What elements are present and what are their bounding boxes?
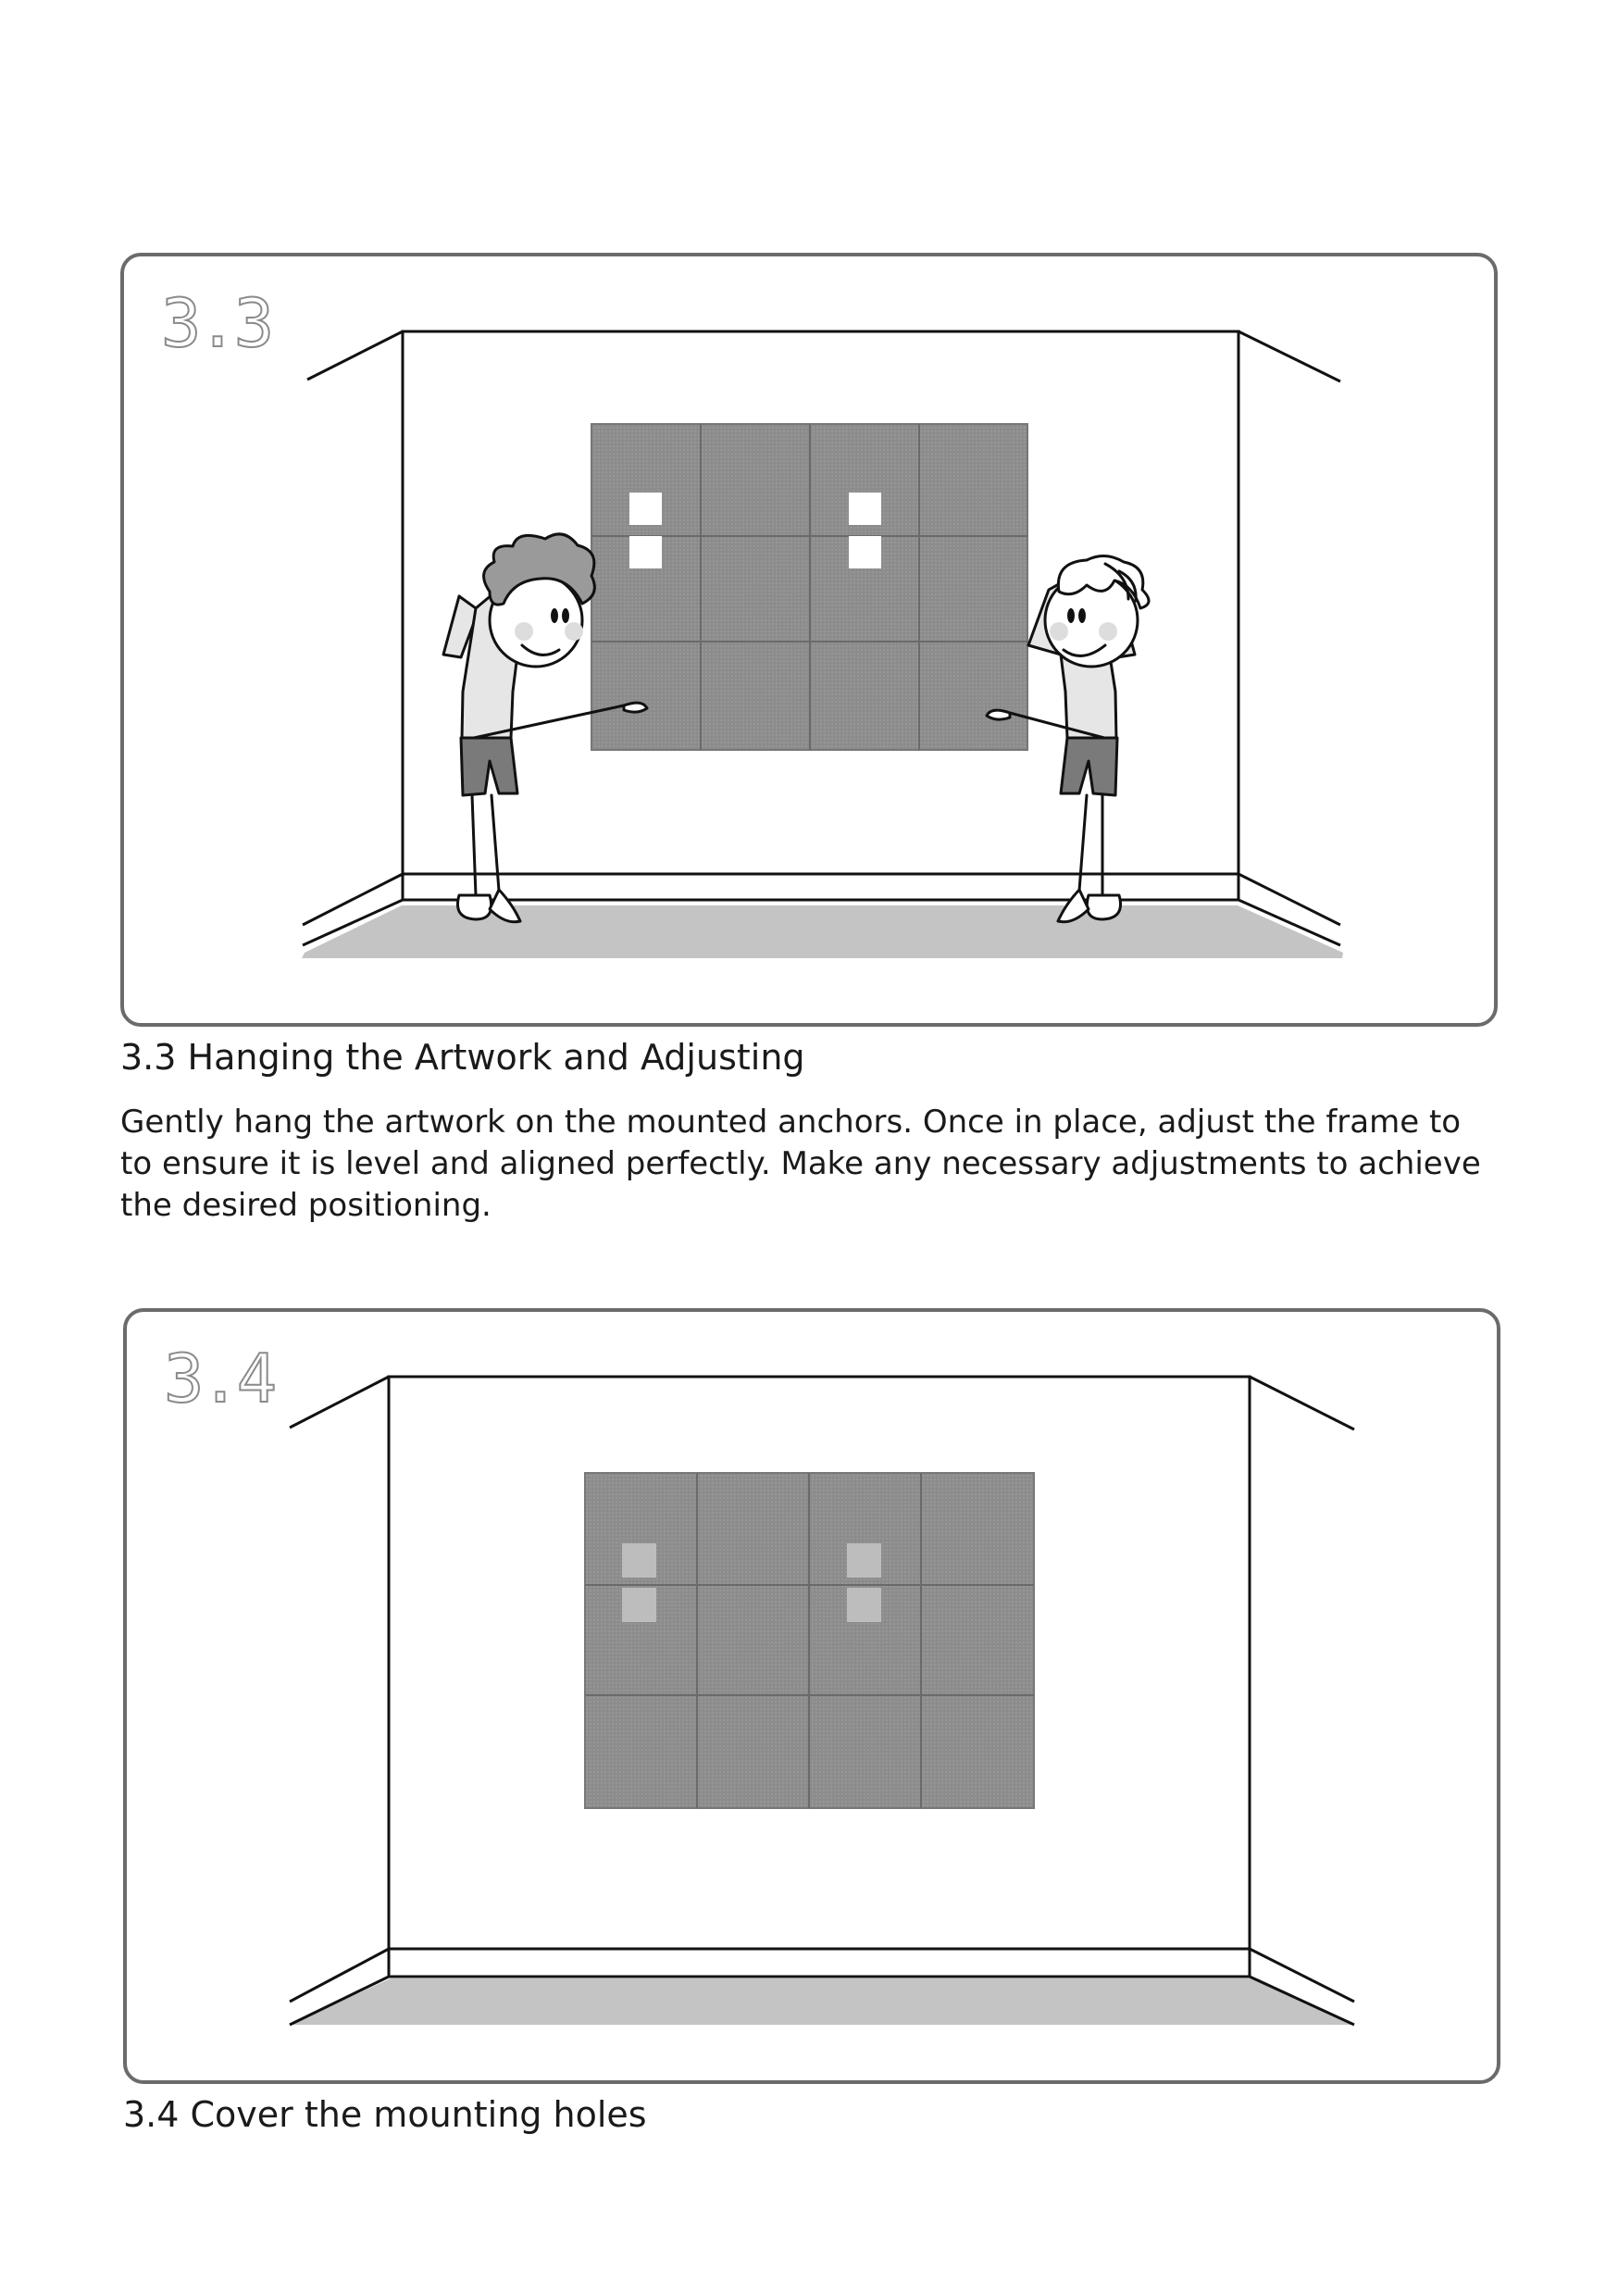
step-number-3-4: 3.4 [164,1340,274,1417]
illustration-panel-3-4 [123,1308,1500,2084]
anchor-cover [622,1588,656,1622]
illustration-panel-3-3 [120,253,1498,1027]
anchor-cover [847,1588,881,1622]
anchor-hole [849,493,881,525]
floor [289,1978,1353,2025]
section-title-3-4: 3.4 Cover the mounting holes [123,2094,647,2135]
room-scene-3-4 [127,1312,1497,2080]
floor [302,905,1343,958]
anchor-hole [629,493,662,525]
baseboard [389,1949,1250,1977]
body-line: to ensure it is level and aligned perfectly. Make any necessary adjustments to achieve [120,1145,1481,1182]
artwork-grid [585,1473,1034,1808]
anchor-cover [847,1543,881,1578]
body-line: the desired positioning. [120,1187,492,1224]
section-body-3-3 [120,1102,1509,1227]
anchor-hole [629,536,662,568]
anchor-cover [622,1543,656,1578]
artwork-grid [591,424,1027,750]
section-title-3-3: 3.3 Hanging the Artwork and Adjusting [120,1037,805,1078]
body-line: Gently hang the artwork on the mounted anchors. Once in place, adjust the frame to [120,1104,1462,1141]
step-number-3-3: 3.3 [161,284,271,362]
room-scene-3-3 [124,256,1494,1023]
anchor-hole [849,536,881,568]
